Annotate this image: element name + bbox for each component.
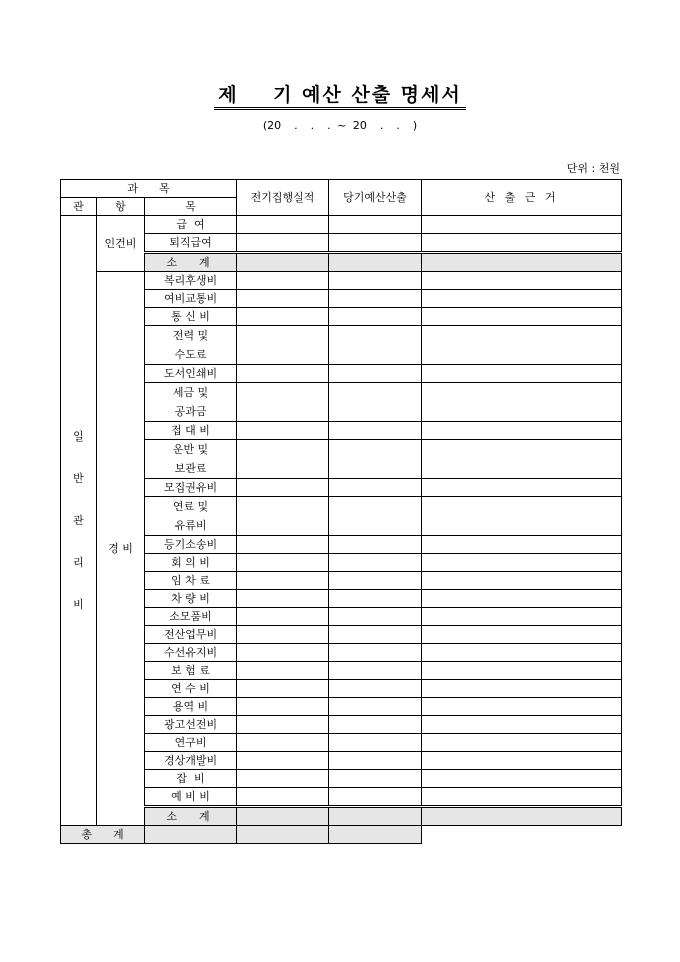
basis-cell[interactable] xyxy=(422,572,622,590)
mok-item: 급 여 xyxy=(145,216,237,234)
basis-cell[interactable] xyxy=(422,422,622,440)
basis-cell[interactable] xyxy=(422,626,622,644)
current-budget-cell[interactable] xyxy=(329,608,422,626)
current-budget-cell[interactable] xyxy=(329,644,422,662)
current-budget-cell[interactable] xyxy=(329,698,422,716)
subtotal-label: 소 계 xyxy=(145,253,237,272)
table-row xyxy=(61,479,622,497)
prev-exec-cell[interactable] xyxy=(237,752,329,770)
prev-exec-cell[interactable] xyxy=(237,479,329,497)
basis-cell[interactable] xyxy=(422,644,622,662)
current-budget-cell[interactable] xyxy=(329,253,422,272)
mok-item: 여비교통비 xyxy=(145,290,237,308)
subtotal-row xyxy=(61,253,622,272)
prev-exec-cell[interactable] xyxy=(237,272,329,290)
basis-cell[interactable] xyxy=(422,734,622,752)
prev-exec-cell[interactable] xyxy=(237,698,329,716)
mok-item: 연료 및 유류비 xyxy=(145,497,237,536)
basis-cell[interactable] xyxy=(422,440,622,479)
table-row xyxy=(61,770,622,788)
prev-exec-cell[interactable] xyxy=(237,716,329,734)
basis-cell[interactable] xyxy=(422,662,622,680)
current-budget-cell[interactable] xyxy=(329,662,422,680)
prev-exec-cell[interactable] xyxy=(237,788,329,807)
current-budget-cell[interactable] xyxy=(329,536,422,554)
basis-cell[interactable] xyxy=(422,536,622,554)
basis-cell[interactable] xyxy=(422,770,622,788)
prev-exec-cell[interactable] xyxy=(237,554,329,572)
prev-exec-cell[interactable] xyxy=(237,383,329,422)
current-budget-cell[interactable] xyxy=(329,680,422,698)
mok-item: 세금 및 공과금 xyxy=(145,383,237,422)
table-row xyxy=(61,422,622,440)
mok-item: 복리후생비 xyxy=(145,272,237,290)
current-budget-cell[interactable] xyxy=(329,440,422,479)
current-budget-cell[interactable] xyxy=(329,734,422,752)
current-budget-cell[interactable] xyxy=(329,234,422,253)
gwan-char: 관 xyxy=(73,513,84,527)
basis-cell[interactable] xyxy=(422,554,622,572)
current-budget-cell[interactable] xyxy=(329,626,422,644)
current-budget-cell[interactable] xyxy=(237,826,329,844)
document-title: 제 기 예산 산출 명세서 xyxy=(0,84,680,110)
mok-item: 회 의 비 xyxy=(145,554,237,572)
hang-expenses: 경 비 xyxy=(97,272,145,826)
table-row xyxy=(61,290,622,308)
table-row xyxy=(61,788,622,807)
prev-exec-cell[interactable] xyxy=(237,590,329,608)
basis-cell[interactable] xyxy=(422,807,622,826)
mok-item: 수선유지비 xyxy=(145,644,237,662)
basis-cell[interactable] xyxy=(329,826,422,844)
basis-cell[interactable] xyxy=(422,716,622,734)
mok-item: 등기소송비 xyxy=(145,536,237,554)
prev-exec-cell[interactable] xyxy=(237,644,329,662)
gwan-char: 리 xyxy=(73,555,84,569)
header-basis: 산 출 근 거 xyxy=(422,180,622,216)
basis-cell[interactable] xyxy=(422,290,622,308)
prev-exec-cell[interactable] xyxy=(237,216,329,234)
mok-item: 소모품비 xyxy=(145,608,237,626)
prev-exec-cell[interactable] xyxy=(237,662,329,680)
mok-item: 용역 비 xyxy=(145,698,237,716)
gwan-char: 반 xyxy=(73,471,84,485)
table-row xyxy=(61,716,622,734)
table-row xyxy=(61,590,622,608)
table-row xyxy=(61,626,622,644)
basis-cell[interactable] xyxy=(422,479,622,497)
current-budget-cell[interactable] xyxy=(329,290,422,308)
mok-item: 모집권유비 xyxy=(145,479,237,497)
mok-item: 차 량 비 xyxy=(145,590,237,608)
current-budget-cell[interactable] xyxy=(329,422,422,440)
gwan-char: 비 xyxy=(73,597,84,611)
prev-exec-cell[interactable] xyxy=(237,308,329,326)
prev-exec-cell[interactable] xyxy=(237,253,329,272)
table-row xyxy=(61,272,622,290)
table-row xyxy=(61,554,622,572)
basis-cell[interactable] xyxy=(422,680,622,698)
table-row xyxy=(61,234,622,253)
table-row xyxy=(61,572,622,590)
current-budget-cell[interactable] xyxy=(329,572,422,590)
table-row xyxy=(61,216,622,234)
basis-cell[interactable] xyxy=(422,326,622,365)
current-budget-cell[interactable] xyxy=(329,788,422,807)
mok-item: 퇴직급여 xyxy=(145,234,237,253)
current-budget-cell[interactable] xyxy=(329,216,422,234)
gwan-char: 일 xyxy=(73,429,84,443)
mok-item: 접 대 비 xyxy=(145,422,237,440)
mok-item: 도서인쇄비 xyxy=(145,365,237,383)
prev-exec-cell[interactable] xyxy=(237,440,329,479)
mok-item: 전산업무비 xyxy=(145,626,237,644)
basis-cell[interactable] xyxy=(422,365,622,383)
prev-exec-cell[interactable] xyxy=(237,536,329,554)
grand-total-label: 총 계 xyxy=(61,826,145,844)
basis-cell[interactable] xyxy=(422,272,622,290)
hang-personnel: 인건비 xyxy=(97,216,145,272)
mok-item: 전력 및 수도료 xyxy=(145,326,237,365)
table-row xyxy=(61,308,622,326)
current-budget-cell[interactable] xyxy=(329,590,422,608)
basis-cell[interactable] xyxy=(422,216,622,234)
basis-cell[interactable] xyxy=(422,383,622,422)
unit-label: 단위 : 천원 xyxy=(566,162,620,175)
current-budget-cell[interactable] xyxy=(329,770,422,788)
header-prev-exec: 전기집행실적 xyxy=(237,180,329,216)
basis-cell[interactable] xyxy=(422,608,622,626)
table-row xyxy=(61,662,622,680)
table-row xyxy=(61,680,622,698)
current-budget-cell[interactable] xyxy=(329,716,422,734)
table-row xyxy=(61,536,622,554)
budget-period: (20 . . . ~ 20 . . ) xyxy=(262,119,418,132)
header-hang: 항 xyxy=(97,198,145,216)
prev-exec-cell[interactable] xyxy=(237,234,329,253)
current-budget-cell[interactable] xyxy=(329,497,422,536)
prev-exec-cell[interactable] xyxy=(237,680,329,698)
mok-item: 광고선전비 xyxy=(145,716,237,734)
mok-item: 연구비 xyxy=(145,734,237,752)
prev-exec-cell[interactable] xyxy=(145,826,237,844)
mok-item: 잡 비 xyxy=(145,770,237,788)
basis-cell[interactable] xyxy=(422,234,622,253)
current-budget-cell[interactable] xyxy=(329,365,422,383)
table-row xyxy=(61,734,622,752)
mok-item: 예 비 비 xyxy=(145,788,237,807)
gwan-general-admin xyxy=(61,216,97,826)
current-budget-cell[interactable] xyxy=(329,554,422,572)
current-budget-cell[interactable] xyxy=(329,752,422,770)
mok-item: 연 수 비 xyxy=(145,680,237,698)
basis-cell[interactable] xyxy=(422,308,622,326)
prev-exec-cell[interactable] xyxy=(237,326,329,365)
mok-item: 보 험 료 xyxy=(145,662,237,680)
mok-item: 임 차 료 xyxy=(145,572,237,590)
header-category: 과 목 xyxy=(61,180,237,198)
table-row xyxy=(61,365,622,383)
prev-exec-cell[interactable] xyxy=(237,365,329,383)
prev-exec-cell[interactable] xyxy=(237,422,329,440)
current-budget-cell[interactable] xyxy=(329,308,422,326)
prev-exec-cell[interactable] xyxy=(237,290,329,308)
current-budget-cell[interactable] xyxy=(329,479,422,497)
prev-exec-cell[interactable] xyxy=(237,626,329,644)
prev-exec-cell[interactable] xyxy=(237,734,329,752)
current-budget-cell[interactable] xyxy=(329,383,422,422)
grand-total-row xyxy=(61,826,622,844)
table-row xyxy=(61,698,622,716)
basis-cell[interactable] xyxy=(422,253,622,272)
prev-exec-cell[interactable] xyxy=(237,807,329,826)
basis-cell[interactable] xyxy=(422,590,622,608)
header-mok: 목 xyxy=(145,198,237,216)
current-budget-cell[interactable] xyxy=(329,272,422,290)
prev-exec-cell[interactable] xyxy=(237,572,329,590)
current-budget-cell[interactable] xyxy=(329,326,422,365)
mok-item: 통 신 비 xyxy=(145,308,237,326)
prev-exec-cell[interactable] xyxy=(237,770,329,788)
basis-cell[interactable] xyxy=(422,698,622,716)
basis-cell[interactable] xyxy=(422,752,622,770)
subtotal-label: 소 계 xyxy=(145,807,237,826)
mok-item: 운반 및 보관료 xyxy=(145,440,237,479)
mok-item: 경상개발비 xyxy=(145,752,237,770)
header-current-budget: 당기예산산출 xyxy=(329,180,422,216)
table-row xyxy=(61,644,622,662)
prev-exec-cell[interactable] xyxy=(237,608,329,626)
header-gwan: 관 xyxy=(61,198,97,216)
basis-cell[interactable] xyxy=(422,497,622,536)
current-budget-cell[interactable] xyxy=(329,807,422,826)
budget-table xyxy=(60,179,622,844)
table-row xyxy=(61,752,622,770)
subtotal-row xyxy=(61,807,622,826)
table-row xyxy=(61,608,622,626)
prev-exec-cell[interactable] xyxy=(237,497,329,536)
basis-cell[interactable] xyxy=(422,788,622,807)
